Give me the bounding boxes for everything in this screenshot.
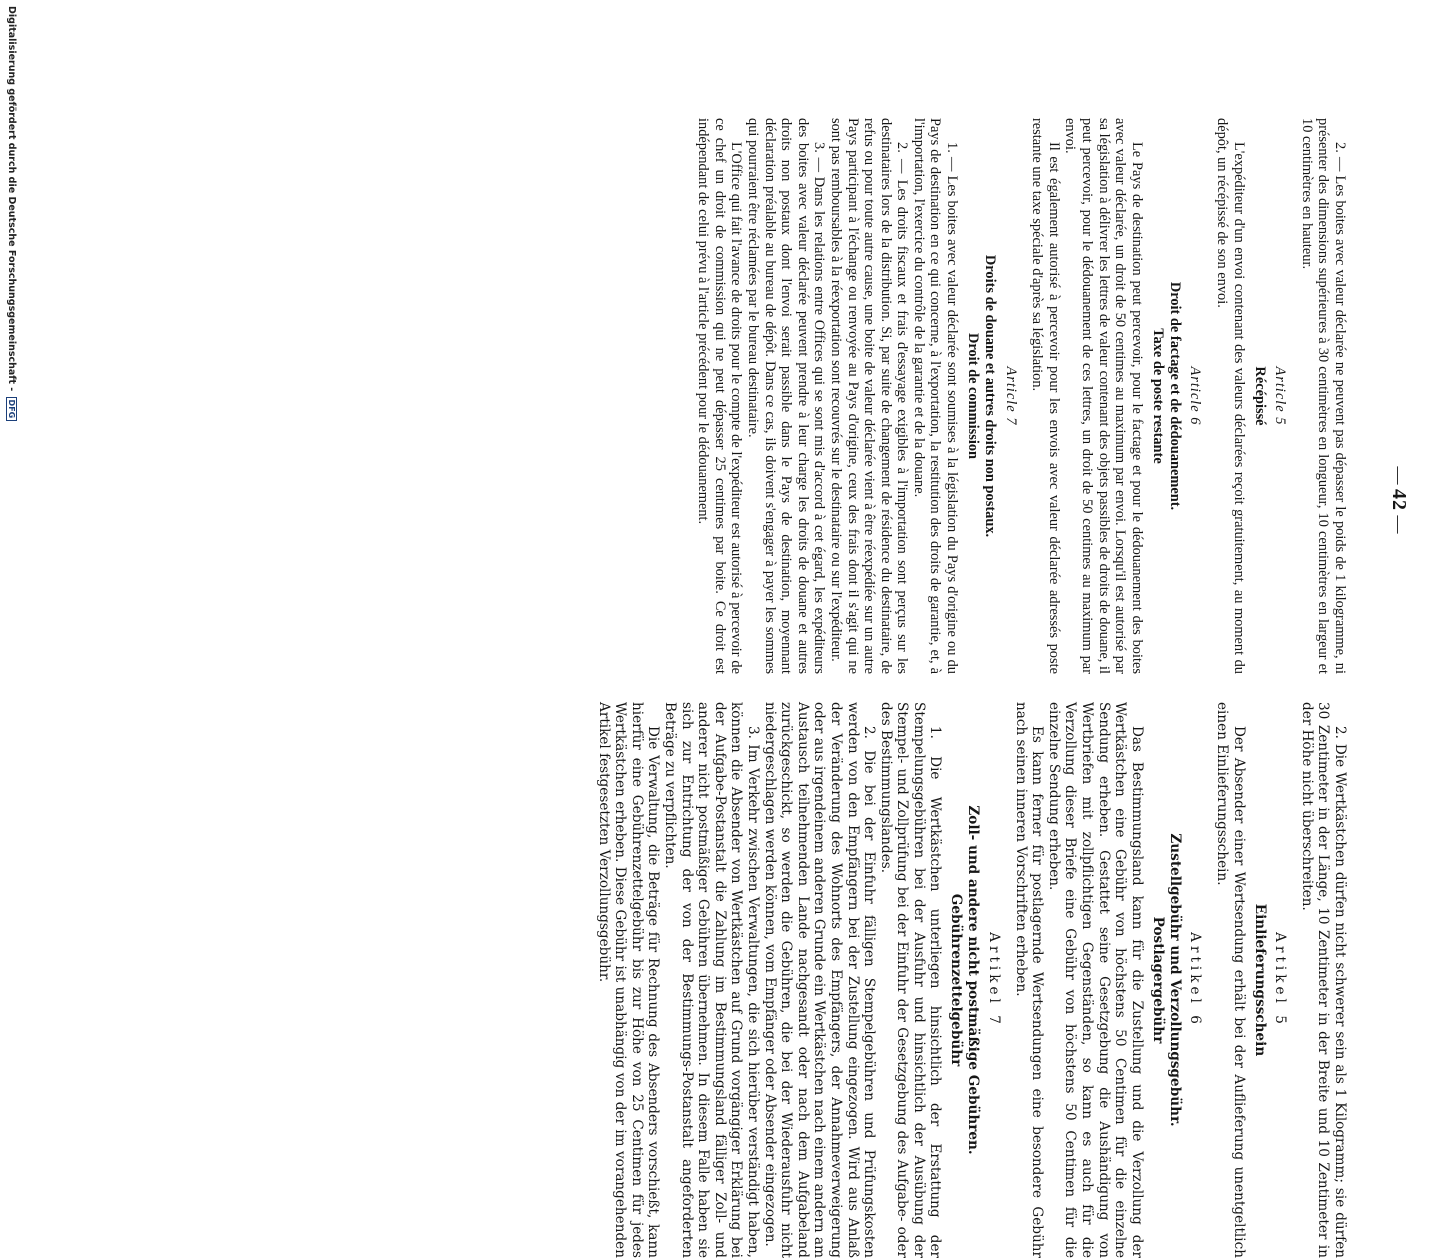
fr-article-7-heading-line2: Droit de commission [965,332,982,460]
de-article-6-paragraph-1: Das Bestimmungsland kann für die Zustellung und die Verzollung der Wertkästchen eine Gebühr von höchstens 50 Centimen für die einzelne Sendung erheben. Gestattet seine Gesetzgebung die Aushändigung von Wertbriefen mit zollpflichtigen Gegenständen, so kann es auch für die Verzollung dieser Briefe eine Gebühr von höchstens 50 Centimen für die einzelne Sendung erheben. [1045,702,1145,1258]
de-article-7-paragraph-1: 1. Die Wertkästchen unterliegen hinsichtlich der Erstattung der Stempelungsgebühren bei der Ausfuhr und hinsichtlich der Ausübung der Stempel- und Zollprüfung bei der Einfuhr der Gesetzgebung des Aufgabe- oder des Bestimmungslandes. [877,702,944,1258]
de-article-7-title: Artikel 7 [986,932,1003,1028]
fr-article-7-paragraph-4: L'Office qui fait l'avance de droits pour le compte de l'expéditeur est autorisé à percevoir de ce chef un droit de commission qui ne peut dépasser 25 centimes par boite. Ce droit est indépendant de celui prévu à l'article précédent pour le dédouanement. [695,118,745,674]
fr-article-6-title: Article 6 [1187,366,1204,426]
de-intro-paragraph: 2. Die Wertkästchen dürfen nicht schwerer sein als 1 Kilogramm; sie dürfen 30 Zentimeter in der Länge, 10 Zentimeter in der Breite und 10 Zentimeter in der Höhe nicht überschreiten. [1298,702,1348,1258]
de-article-7-heading-line1: Zoll- und andere nicht postmäßige Gebühren. [965,805,982,1155]
de-article-7-paragraph-4: Die Verwaltung, die Beträge für Rechnung des Absenders vorschießt, kann hierfür eine Gebührenzettelgebühr bis zur Höhe von 25 Centimen für jedes Wertkästchen erheben. Diese Gebühr ist unabhängig von der im vorangehenden Artikel festgesetzten Verzollungsgebühr. [595,702,662,1258]
digitization-footer [6,0,17,1000]
fr-article-6-paragraph-2: Il est également autorisé à percevoir pour les envois avec valeur déclarée adressés poste restante une taxe spéciale d'après sa législation. [1029,118,1062,674]
de-article-7-paragraph-2: 2. Die bei der Einfuhr fälligen Stempelgebühren und Prüfungskosten werden von den Empfängern bei der Zustellung eingezogen. Wird aus Anlaß der Veränderung des Wohnorts des Empfängers, der Annahmeverweigerung oder aus irgendeinem anderen Grunde ein Wertkästchen nach einem andern am Austausch teilnehmenden Lande nachgesandt oder nach dem Aufgabeland zurückgeschickt, so werden die Gebühren, die bei der Wiederausfuhr nicht niedergeschlagen werden können, vom Empfänger oder Absender eingezogen. [761,702,878,1258]
fr-article-7-paragraph-2: 2. — Les droits fiscaux et frais d'essayage exigibles à l'importation sont perçus sur les destinataires lors de la distribution. Si, par suite de changement de résidence du destinataire, de refus ou pour toute autre cause, une boite de valeur déclarée vient à être réexpédiée sur un autre Pays participant à l'échange ou renvoyée au Pays d'origine, ceux des frais dont il s'agit qui ne sont pas remboursables à la réexportation sont recouvrés sur le destinataire ou sur l'expéditeur. [827,118,911,674]
de-article-6-heading-line1: Zustellgebühr und Verzollungsgebühr. [1166,833,1183,1127]
de-article-6-title: Artikel 6 [1187,932,1204,1028]
footer-credit-text: Digitalisierung gefördert durch die Deutsche Forschungsgemeinschaft - [6,6,17,392]
de-article-6-paragraph-2: Es kann ferner für postlagernde Wertsendungen eine besondere Gebühr nach seinen inneren Vorschriften erheben. [1012,702,1046,1258]
de-article-7-heading-line2: Gebührenzettelgebühr [948,893,965,1067]
fr-article-6-heading-line2: Taxe de poste restante [1149,328,1166,464]
page-number: 42 [1388,489,1410,511]
de-article-5-heading: Einlieferungsschein [1251,903,1268,1057]
fr-article-7-heading-line1: Droits de douane et autres droits non postaux. [982,254,999,538]
french-column [695,118,1348,674]
fr-article-6-heading-line1: Droit de factage et de dédouanement. [1166,281,1183,511]
de-article-6-heading [1149,702,1183,1258]
fr-article-6-paragraph-1: Le Pays de destination peut percevoir, pour le factage et pour le dédouanement des boites avec valeur déclarée, un droit de 50 centimes au maximum par envoi. Lorsqu'il est autorisé par sa législation à délivrer les lettres de valeur contenant des objets passibles de droits de douane, il peut percevoir, pour le dédouanement de ces lettres, un droit de 50 centimes au maximum par envoi. [1062,118,1145,674]
fr-article-5-heading: Récépissé [1251,366,1268,426]
header-dash-right: — [1389,515,1409,534]
de-article-5-title: Artikel 5 [1272,932,1289,1028]
fr-article-7-heading [964,118,998,674]
page-header [1387,0,1410,1000]
german-column [595,702,1348,1258]
fr-intro-paragraph: 2. — Les boites avec valeur déclarée ne peuvent pas dépasser le poids de 1 kilogramme, ni présenter des dimensions supérieures à 30 centimètres en longueur, 10 centimètres en largeur et 10 centimètres en hauteur. [1298,118,1348,674]
fr-article-7-title: Article 7 [1002,366,1019,426]
fr-article-5-paragraph: L'expéditeur d'un envoi contenant des valeurs déclarées reçoit gratuitement, au moment du dépôt, un récépissé de son envoi. [1214,118,1247,674]
dfg-logo: DFG [6,397,17,422]
fr-article-6-heading [1149,118,1183,674]
de-article-6-heading-line2: Postlagergebühr [1149,916,1166,1044]
de-article-7-paragraph-3: 3. Im Verkehr zwischen Verwaltungen, die sich hierüber verständigt haben, können die Absender von Wertkästchen auf Grund vorgängiger Erklärung bei der Aufgabe-Postanstalt die Zahlung im Bestimmungsland fälliger Zoll- und anderer nicht postmäßiger Gebühren übernehmen. In diesem Falle haben sie sich zur Entrichtung der von der Bestimmungs-Postanstalt angeforderten Beträge zu verpflichten. [662,702,761,1258]
de-article-7-heading [948,702,982,1258]
fr-article-7-paragraph-1: 1. — Les boites avec valeur déclarée sont soumises à la législation du Pays d'origine ou du Pays de destination en ce qui concerne, à l'exportation, la restitution des droits de garantie, et, à l'importation, l'exercice du contrôle de la garantie et de la douane. [910,118,961,674]
header-dash-left: — [1389,466,1409,485]
de-article-5-paragraph: Der Absender einer Wertsendung erhält bei der Auflieferung unentgeltlich einen Einlieferungsschein. [1214,702,1247,1258]
fr-article-5-title: Article 5 [1272,366,1289,426]
fr-article-7-paragraph-3: 3. — Dans les relations entre Offices qui se sont mis d'accord à cet égard, les expéditeurs des boites avec valeur déclarée peuvent prendre à leur charge les droits de douane et autres droits non postaux dont l'envoi serait passible dans le Pays de destination, moyennant déclaration préalable au bureau de dépôt. Dans ce cas, ils doivent s'engager à payer les sommes qui pourraient être réclamées par le bureau destinataire. [744,118,828,674]
